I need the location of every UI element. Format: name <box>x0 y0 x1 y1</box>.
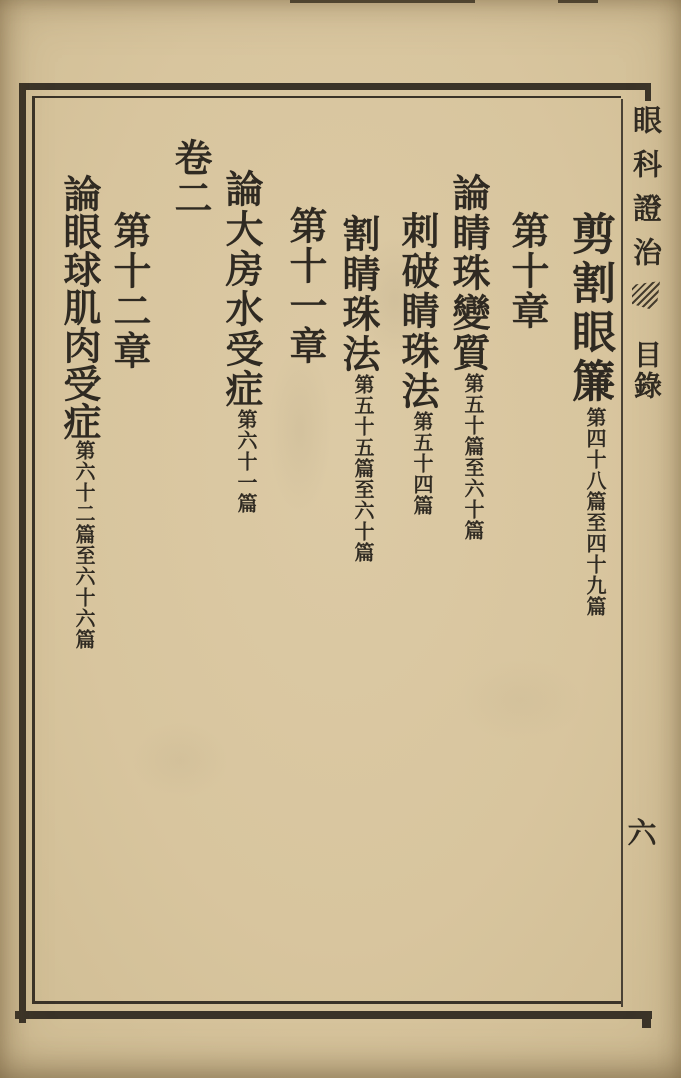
toc-entry <box>566 211 612 617</box>
toc-entry-annotation: 第五十五篇至六十篇 <box>351 374 373 563</box>
toc-entry <box>506 211 546 331</box>
toc-entry-title: 割睛珠法 <box>336 214 378 374</box>
toc-entry-annotation: 第五十四篇 <box>410 411 432 516</box>
toc-entry-annotation: 第六十二篇至六十六篇 <box>72 440 94 650</box>
toc-entry <box>220 169 260 514</box>
toc-entry-title: 論眼球肌肉受症 <box>57 174 99 440</box>
toc-entry <box>58 174 98 650</box>
toc-entry <box>108 211 148 371</box>
toc-entry-title: 論大房水受症 <box>219 169 261 409</box>
toc-entry-title: 論睛珠變質 <box>446 173 488 373</box>
toc-entry <box>447 173 487 541</box>
section-label: 目錄 <box>630 340 661 402</box>
toc-entry <box>284 206 324 366</box>
toc-entry-title: 卷二 <box>168 138 210 218</box>
toc-entry-annotation: 第六十一篇 <box>234 409 256 514</box>
margin-strip <box>629 105 661 402</box>
toc-entry-title: 第十章 <box>505 211 547 331</box>
toc-entry-title: 剪割眼簾 <box>565 211 614 407</box>
toc-entry-title: 第十二章 <box>107 211 149 371</box>
book-title: 眼科證治 <box>629 105 661 281</box>
toc-entry <box>337 214 377 563</box>
toc-entry-annotation: 第五十篇至六十篇 <box>461 373 483 541</box>
folio-number: 六 <box>627 818 657 850</box>
toc-entry-title: 第十一章 <box>283 206 325 366</box>
toc-entry-title: 刺破睛珠法 <box>395 211 437 411</box>
toc-entry-annotation: 第四十八篇至四十九篇 <box>583 407 605 617</box>
toc-entry <box>396 211 436 516</box>
hatched-ornament-icon <box>632 281 660 309</box>
toc-entry <box>169 138 209 218</box>
